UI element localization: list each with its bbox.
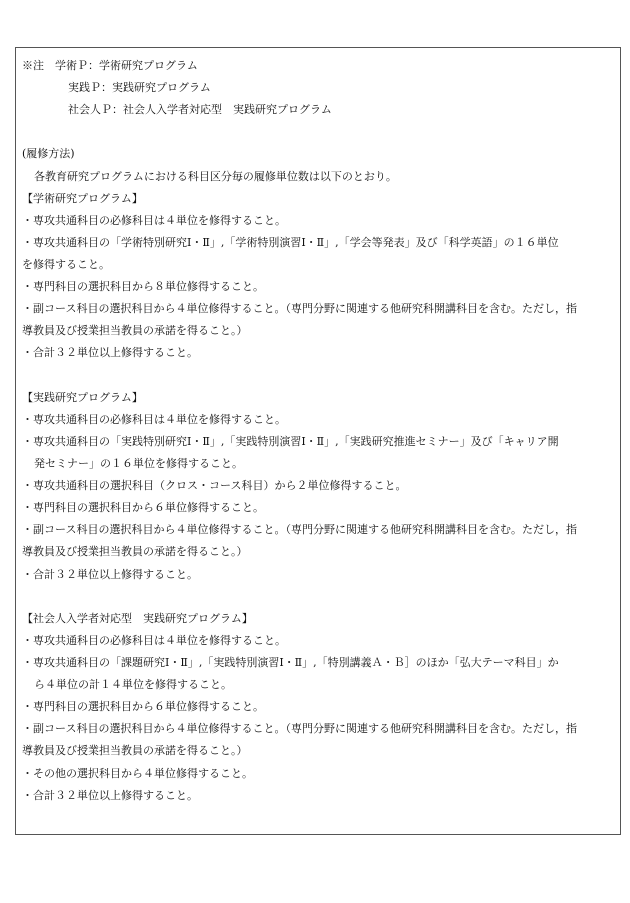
document-body	[22, 55, 614, 807]
spacer	[22, 586, 614, 608]
program-line: ・専攻共通科目の必修科目は４単位を修得すること。	[22, 633, 286, 647]
program-line: ら４単位の計１４単位を修得すること。	[34, 678, 232, 692]
program-line: ・専攻共通科目の選択科目（クロス・コース科目）から２単位修得すること。	[22, 479, 407, 493]
program-line: ・副コース科目の選択科目から４単位修得すること。（専門分野に関連する他研究科開講科目を含む。ただし，指	[22, 523, 577, 537]
program-line: ・副コース科目の選択科目から４単位修得すること。（専門分野に関連する他研究科開講科目を含む。ただし，指	[22, 302, 577, 316]
program-line: 導教員及び授業担当教員の承諾を得ること。）	[22, 324, 248, 338]
program-line: ・専攻共通科目の「学術特別研究Ⅰ・Ⅱ」,「学術特別演習Ⅰ・Ⅱ」,「学会等発表」及び「科学英語」の１６単位	[22, 235, 559, 249]
method-heading: (履修方法)	[22, 147, 75, 161]
program-line: ・専攻共通科目の「課題研究Ⅰ・Ⅱ」,「実践特別演習Ⅰ・Ⅱ」,「特別講義Ａ・Ｂ］のほか「弘大テーマ科目」か	[22, 655, 559, 669]
program-line: 発セミナー」の１６単位を修得すること。	[34, 456, 243, 470]
program-line: ・副コース科目の選択科目から４単位修得すること。（専門分野に関連する他研究科開講科目を含む。ただし，指	[22, 722, 577, 736]
program-line: を修得すること。	[22, 257, 110, 271]
program-line: 導教員及び授業担当教員の承諾を得ること。）	[22, 545, 248, 559]
spacer	[22, 365, 614, 387]
document-frame	[15, 47, 621, 835]
program-line: ・専門科目の選択科目から８単位修得すること。	[22, 280, 264, 294]
spacer	[22, 121, 614, 143]
program-title-academic: 【学術研究プログラム】	[22, 191, 143, 205]
program-line: ・合計３２単位以上修得すること。	[22, 788, 198, 802]
method-intro: 各教育研究プログラムにおける科目区分毎の履修単位数は以下のとおり。	[34, 169, 397, 183]
program-line: ・専門科目の選択科目から６単位修得すること。	[22, 700, 264, 714]
program-line: ・合計３２単位以上修得すること。	[22, 567, 198, 581]
program-title-practical: 【実践研究プログラム】	[22, 390, 143, 404]
program-line: ・専門科目の選択科目から６単位修得すること。	[22, 501, 264, 515]
note-academic: ※注 学術Ｐ：学術研究プログラム	[22, 59, 198, 72]
program-title-working-adult: 【社会人入学者対応型 実践研究プログラム】	[22, 611, 253, 625]
program-line: 導教員及び授業担当教員の承諾を得ること。）	[22, 744, 248, 758]
program-line: ・その他の選択科目から４単位修得すること。	[22, 766, 253, 780]
note-working-adult: 社会人Ｐ：社会人入学者対応型 実践研究プログラム	[68, 103, 332, 117]
program-line: ・専攻共通科目の必修科目は４単位を修得すること。	[22, 213, 286, 227]
note-practical: 実践Ｐ：実践研究プログラム	[68, 81, 211, 95]
program-line: ・合計３２単位以上修得すること。	[22, 346, 198, 360]
program-line: ・専攻共通科目の「実践特別研究Ⅰ・Ⅱ」,「実践特別演習Ⅰ・Ⅱ」,「実践研究推進セミナー」及び「キャリア開	[22, 434, 559, 448]
program-line: ・専攻共通科目の必修科目は４単位を修得すること。	[22, 412, 286, 426]
